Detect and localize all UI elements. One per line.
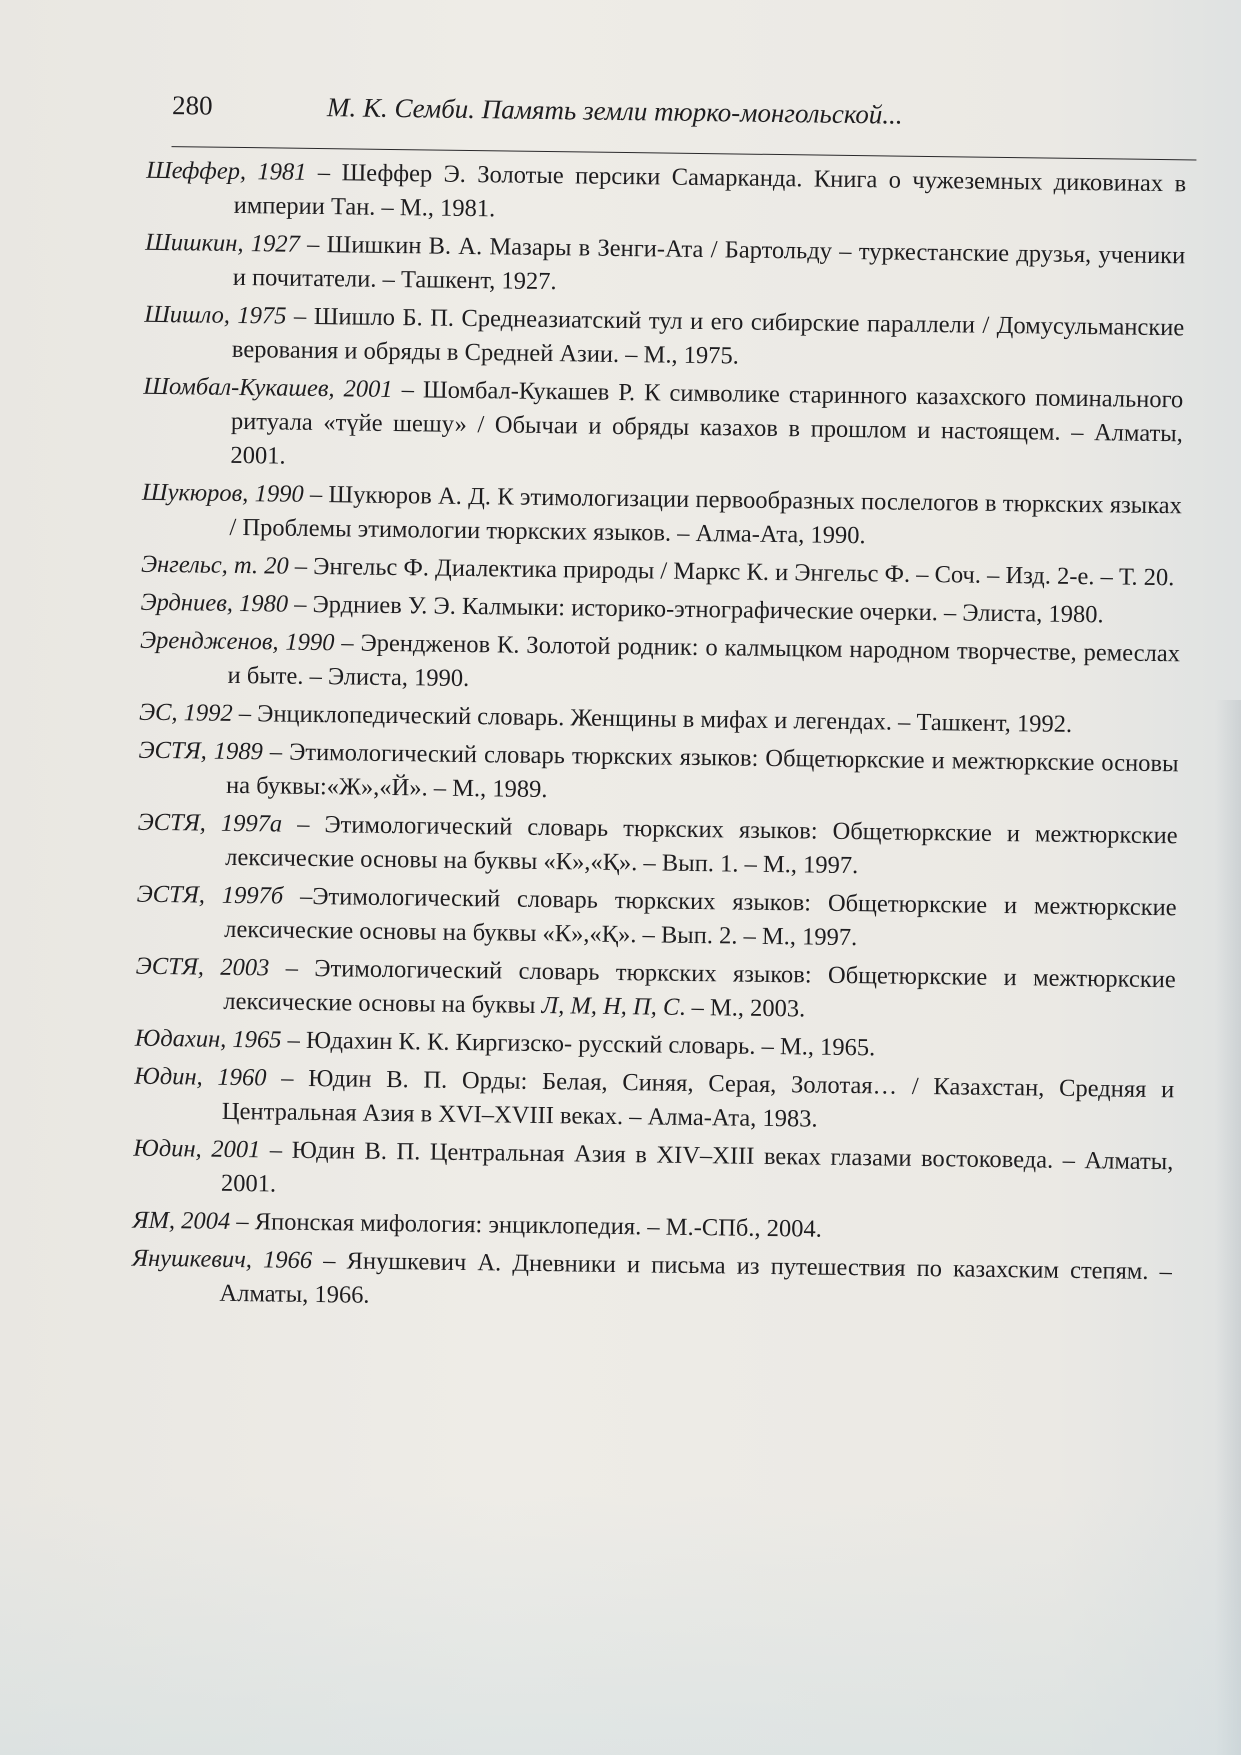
entry-key: Янушкевич, 1966 bbox=[131, 1244, 313, 1275]
entry-key: ЭСТЯ, 2003 bbox=[135, 952, 270, 982]
bibliography-entry bbox=[145, 226, 1186, 308]
entry-key: Шеффер, 1981 bbox=[146, 156, 307, 186]
bibliography-entry bbox=[138, 734, 1179, 816]
page-number: 280 bbox=[171, 90, 213, 121]
entry-text: – Этимологический словарь тюркских языков: Общетюркские и межтюркские лексические основы на буквы «К»,«Қ». – Вып. 1. – М., 1997. bbox=[225, 810, 1178, 880]
entry-key: Юдин, 1960 bbox=[134, 1062, 267, 1092]
entry-key: Шишло, 1975 bbox=[144, 300, 287, 330]
entry-text: – Эрдниев У. Э. Калмыки: историко-этнографические очерки. – Элиста, 1980. bbox=[287, 590, 1104, 629]
entry-key: Эренджeнов, 1990 bbox=[139, 626, 335, 657]
entry-text: – Шишло Б. П. Среднеазиатский тул и его сибирские параллели / Домусульманские верования и обряды в Средней Азии. – М., 1975. bbox=[231, 302, 1185, 370]
entry-text: – Янушкевич А. Дневники и письма из путешествия по казахским степям. – Алматы, 1966. bbox=[219, 1247, 1173, 1309]
bibliography-entry bbox=[135, 950, 1176, 1032]
entry-key: ЭС, 1992 bbox=[138, 698, 233, 727]
entry-key: Шомбал-Кукашев, 2001 bbox=[143, 372, 393, 403]
entry-key: ЭСТЯ, 1989 bbox=[138, 736, 264, 766]
page-header bbox=[172, 86, 1198, 160]
entry-text: – Эренджeнов К. Золотой родник: о калмыцком народном творчестве, ремеслах и быте. – Элиста, 1990. bbox=[227, 629, 1181, 693]
bibliography-entry bbox=[134, 1060, 1175, 1142]
entry-text: – Этимологический словарь тюркских языков: Общетюркские и межтюркские основы на буквы:«Ж»,«Й». – М., 1989. bbox=[225, 738, 1179, 804]
entry-text: – Энциклопедический словарь. Женщины в мифах и легендах. – Ташкент, 1992. bbox=[232, 699, 1073, 738]
entry-text: – Этимологический словарь тюркских языков: Общетюркские и межтюркские лексические основы на буквы bbox=[223, 954, 1176, 1019]
entry-text: – Шукюров А. Д. К этимологизации первообразных послелогов в тюркских языках / Проблемы этимологии тюркских языков. – Алма-Ата, 1990. bbox=[229, 480, 1183, 550]
bibliography-entry bbox=[146, 154, 1187, 236]
running-title: М. К. Семби. Память земли тюрко-монгольской... bbox=[326, 92, 903, 130]
entry-text: – Юдахин К. К. Киргизско- русский словарь. – М., 1965. bbox=[281, 1026, 876, 1062]
entry-text: – Шишкин В. А. Мазары в Зенги-Ата / Бартольду – туркестанские друзья, ученики и почитатели. – Ташкент, 1927. bbox=[232, 230, 1186, 296]
entry-tail: . – М., 2003. bbox=[679, 993, 806, 1023]
entry-text: – Юдин В. П. Центральная Азия в XIV–XIII веках глазами востоковеда. – Алматы, 2001. bbox=[220, 1136, 1174, 1198]
bibliography-entry bbox=[141, 476, 1182, 558]
bibliography-entry bbox=[144, 298, 1185, 380]
entry-key: ЭСТЯ, 1997а bbox=[137, 808, 283, 838]
bibliography-entry bbox=[139, 624, 1180, 706]
entry-key: Юдахин, 1965 bbox=[134, 1024, 282, 1054]
bibliography-entry bbox=[131, 1242, 1172, 1324]
entry-key: Эрдниев, 1980 bbox=[140, 588, 289, 618]
entry-key: Юдин, 2001 bbox=[133, 1134, 261, 1164]
entry-text: – Шомбал-Кукашев Р. К символике старинного казахского поминального ритуала «түйе шешу» / Обычаи и обряды казахов в прошлом и настоящем. – Алматы, 2001. bbox=[230, 375, 1184, 470]
entry-text: – Юдин В. П. Орды: Белая, Синяя, Серая, Золотая… / Казахстан, Средняя и Центральная Азия в XVI–XVIII веках. – Алма-Ата, 1983. bbox=[221, 1064, 1175, 1133]
bibliography-entry bbox=[137, 806, 1178, 888]
bibliography-list bbox=[131, 154, 1186, 1328]
bibliography-entry bbox=[136, 878, 1177, 960]
entry-key: ЯМ, 2004 bbox=[132, 1206, 231, 1235]
bibliography-entry bbox=[142, 370, 1183, 486]
entry-text: – Японская мифология: энциклопедия. – М.-СПб., 2004. bbox=[230, 1207, 823, 1243]
entry-key: ЭСТЯ, 1997б bbox=[136, 880, 284, 910]
entry-text: – Шеффер Э. Золотые персики Самарканда. Книга о чужеземных диковинах в империи Тан. – М., 1981. bbox=[233, 158, 1187, 223]
entry-key: Шукюров, 1990 bbox=[141, 478, 304, 508]
entry-key: Шишкин, 1927 bbox=[145, 228, 300, 258]
bibliography-entry bbox=[133, 1132, 1174, 1214]
entry-text: –Этимологический словарь тюркских языков: Общетюркские и межтюркские лексические основы на буквы «К»,«Қ». – Вып. 2. – М., 1997. bbox=[224, 882, 1177, 952]
entry-text: – Энгельс Ф. Диалектика природы / Маркс К. и Энгельс Ф. – Соч. – Изд. 2-е. – Т. 20. bbox=[288, 552, 1175, 592]
entry-italic-letters: Л, М, Н, П, С bbox=[541, 991, 680, 1021]
entry-key: Энгельс, т. 20 bbox=[140, 550, 289, 580]
